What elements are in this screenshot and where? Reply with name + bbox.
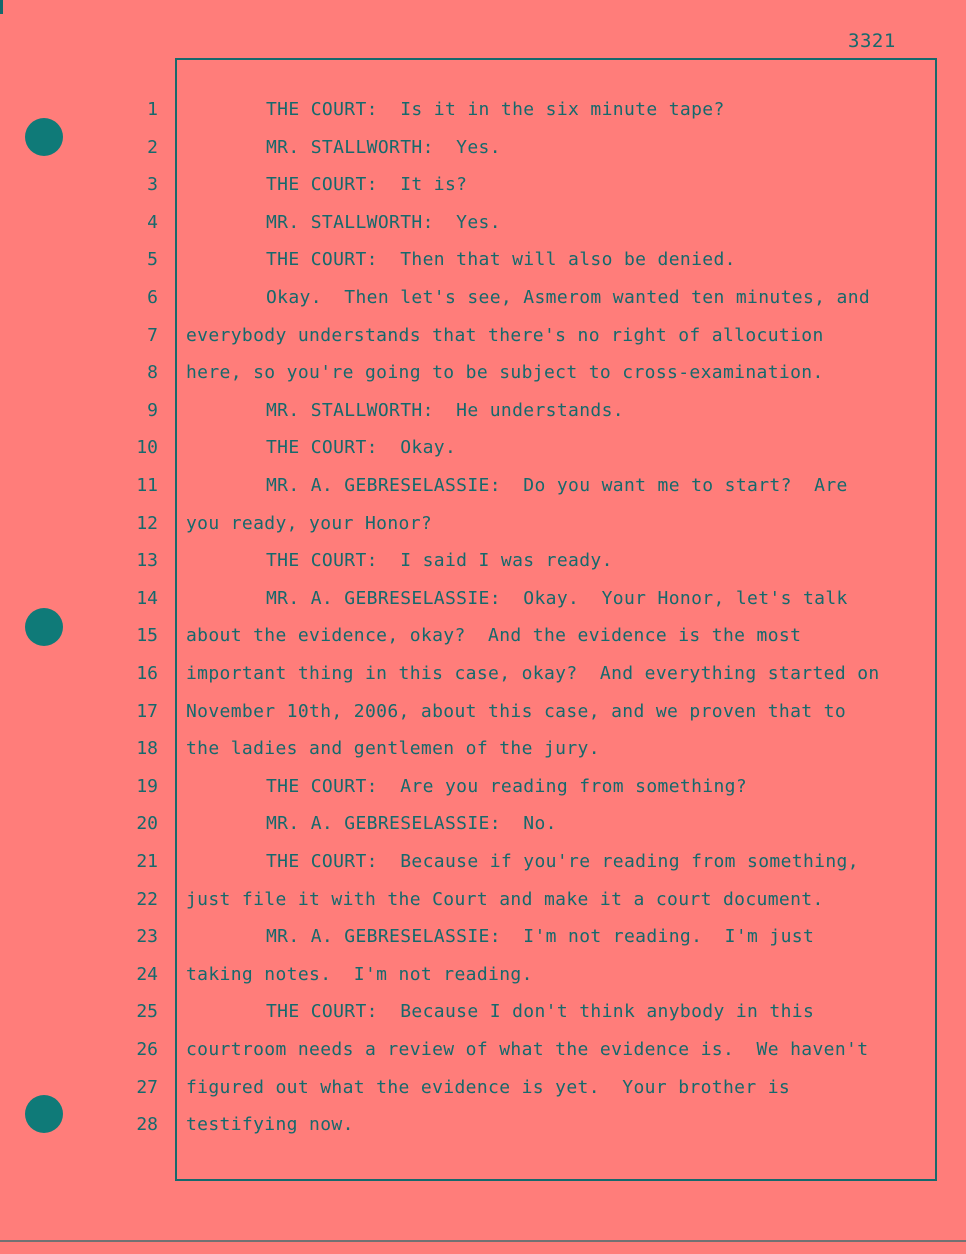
- line-number: 23: [136, 926, 158, 947]
- punch-hole-icon: [25, 608, 63, 646]
- transcript-line: figured out what the evidence is yet. Your brother is: [186, 1077, 791, 1098]
- line-number: 12: [136, 513, 158, 534]
- transcript-line: THE COURT: Okay.: [266, 437, 457, 458]
- transcript-line: THE COURT: Is it in the six minute tape?: [266, 99, 725, 120]
- line-number: 11: [136, 475, 158, 496]
- line-number: 18: [136, 738, 158, 759]
- line-number: 7: [147, 325, 158, 346]
- line-number: 21: [136, 851, 158, 872]
- transcript-line: Okay. Then let's see, Asmerom wanted ten minutes, and: [266, 287, 871, 308]
- transcript-line: here, so you're going to be subject to cross-examination.: [186, 362, 824, 383]
- line-number: 9: [147, 400, 158, 421]
- line-number: 8: [147, 362, 158, 383]
- transcript-line: testifying now.: [186, 1114, 354, 1135]
- line-number: 3: [147, 174, 158, 195]
- transcript-line: THE COURT: It is?: [266, 174, 468, 195]
- transcript-line: MR. STALLWORTH: Yes.: [266, 137, 501, 158]
- transcript-line: MR. STALLWORTH: Yes.: [266, 212, 501, 233]
- transcript-line: THE COURT: Then that will also be denied.: [266, 249, 736, 270]
- line-number: 14: [136, 588, 158, 609]
- transcript-line: you ready, your Honor?: [186, 513, 433, 534]
- transcript-line: courtroom needs a review of what the evidence is. We haven't: [186, 1039, 869, 1060]
- line-number: 2: [147, 137, 158, 158]
- transcript-line: MR. STALLWORTH: He understands.: [266, 400, 624, 421]
- page-number: 3321: [848, 30, 896, 52]
- punch-hole-icon: [25, 1095, 63, 1133]
- line-number: 22: [136, 889, 158, 910]
- transcript-line: THE COURT: Are you reading from something?: [266, 776, 748, 797]
- transcript-line: THE COURT: Because I don't think anybody in this: [266, 1001, 815, 1022]
- transcript-line: everybody understands that there's no right of allocution: [186, 325, 824, 346]
- transcript-line: MR. A. GEBRESELASSIE: I'm not reading. I'm just: [266, 926, 815, 947]
- line-number: 6: [147, 287, 158, 308]
- line-number: 17: [136, 701, 158, 722]
- line-number: 24: [136, 964, 158, 985]
- footer-rule: [0, 1240, 966, 1242]
- transcript-line: taking notes. I'm not reading.: [186, 964, 533, 985]
- transcript-line: THE COURT: Because if you're reading from something,: [266, 851, 859, 872]
- transcript-line: MR. A. GEBRESELASSIE: Do you want me to start? Are: [266, 475, 848, 496]
- corner-mark: [0, 0, 3, 14]
- transcript-line: the ladies and gentlemen of the jury.: [186, 738, 600, 759]
- transcript-line: about the evidence, okay? And the evidence is the most: [186, 625, 802, 646]
- line-number: 4: [147, 212, 158, 233]
- line-number: 5: [147, 249, 158, 270]
- transcript-line: just file it with the Court and make it a court document.: [186, 889, 824, 910]
- line-number: 19: [136, 776, 158, 797]
- line-number: 13: [136, 550, 158, 571]
- line-number: 27: [136, 1077, 158, 1098]
- transcript-line: MR. A. GEBRESELASSIE: No.: [266, 813, 557, 834]
- line-number: 10: [136, 437, 158, 458]
- transcript-line: THE COURT: I said I was ready.: [266, 550, 613, 571]
- line-number: 28: [136, 1114, 158, 1135]
- line-number: 16: [136, 663, 158, 684]
- punch-hole-icon: [25, 118, 63, 156]
- line-number: 25: [136, 1001, 158, 1022]
- transcript-line: MR. A. GEBRESELASSIE: Okay. Your Honor, let's talk: [266, 588, 848, 609]
- transcript-line: important thing in this case, okay? And everything started on: [186, 663, 880, 684]
- line-number: 1: [147, 99, 158, 120]
- line-number: 15: [136, 625, 158, 646]
- line-number: 26: [136, 1039, 158, 1060]
- transcript-line: November 10th, 2006, about this case, and we proven that to: [186, 701, 847, 722]
- line-number: 20: [136, 813, 158, 834]
